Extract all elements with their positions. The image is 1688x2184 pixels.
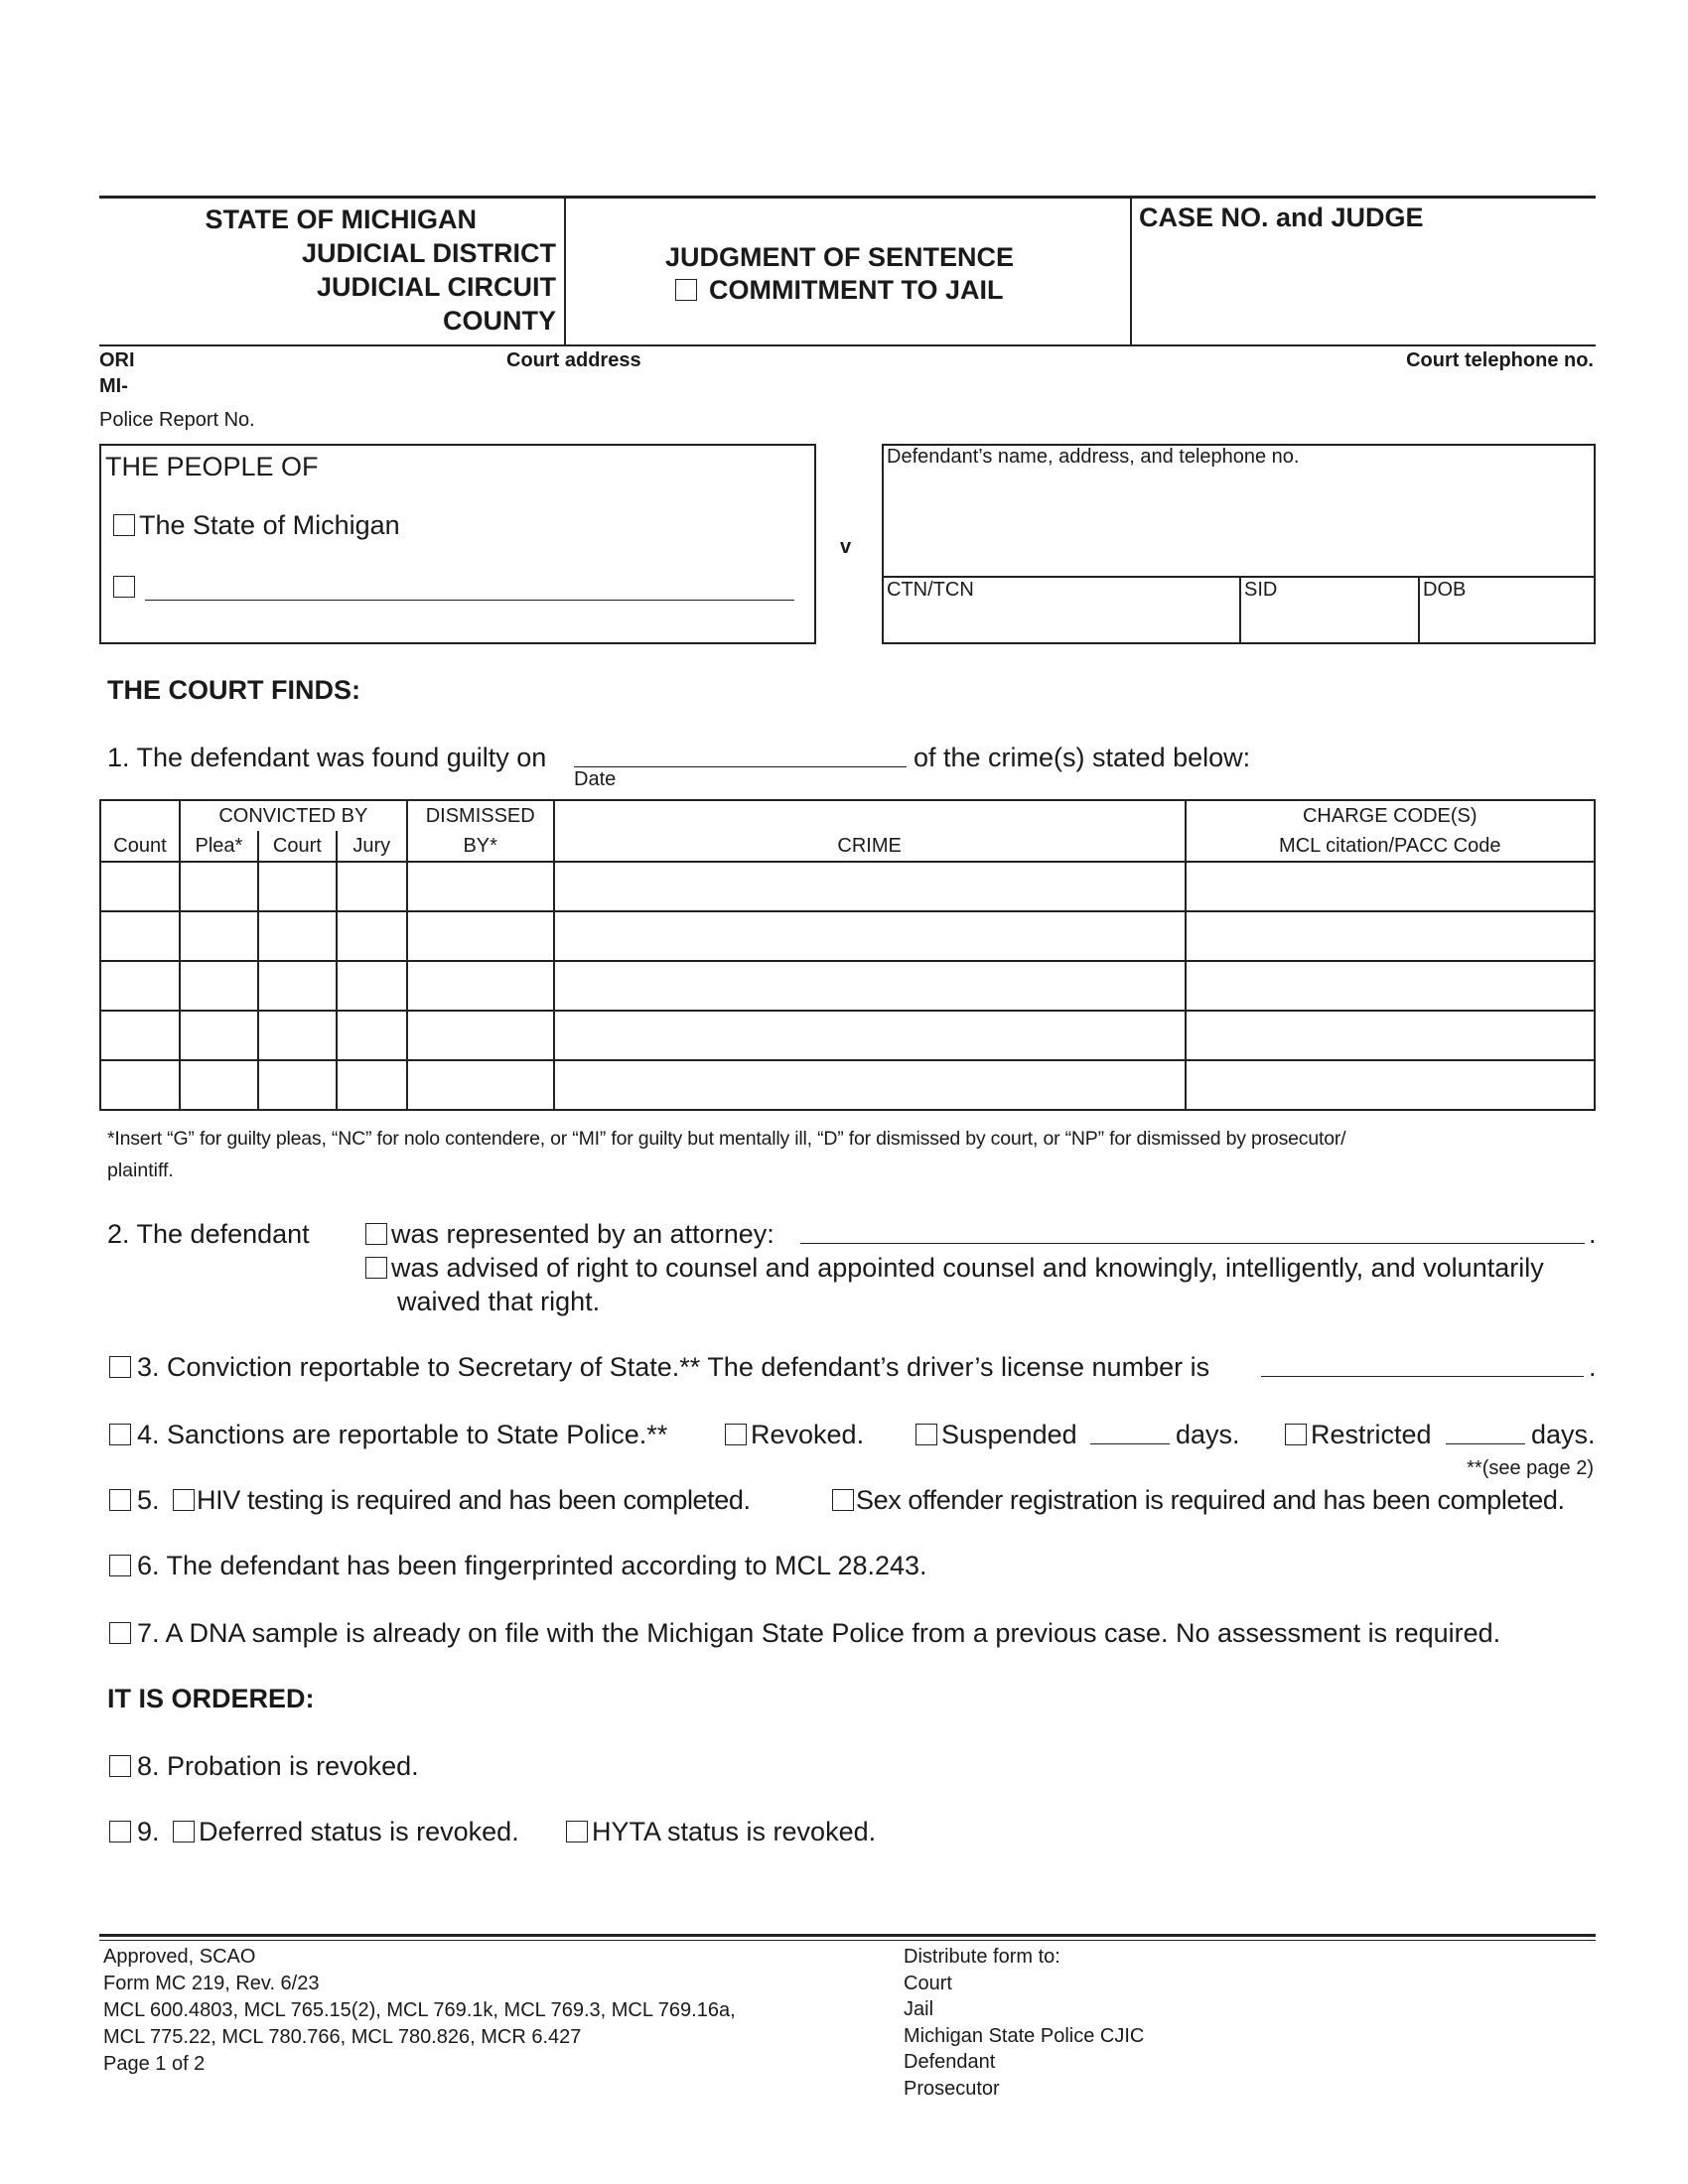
plea-cell[interactable]	[180, 1060, 258, 1110]
dist-item: Jail	[904, 1998, 934, 2020]
item6	[109, 1551, 927, 1581]
state-of-michigan-checkbox[interactable]	[113, 514, 135, 536]
item2-option-1	[365, 1219, 774, 1250]
mi-label: MI-	[99, 375, 128, 397]
hyta-label: HYTA status is revoked.	[592, 1817, 877, 1846]
approved-line: Approved, SCAO	[103, 1946, 256, 1968]
item5-number: 5.	[137, 1485, 160, 1515]
hiv-label: HIV testing is required and has been completed.	[197, 1485, 751, 1515]
dismissed-cell[interactable]	[407, 1011, 554, 1060]
hyta-checkbox[interactable]	[566, 1821, 588, 1843]
jury-cell[interactable]	[337, 1060, 407, 1110]
state-label: STATE OF MICHIGAN	[205, 205, 477, 234]
item5-checkbox[interactable]	[109, 1489, 131, 1511]
other-party-option	[113, 576, 135, 601]
item3	[109, 1352, 1209, 1383]
crime-header: CRIME	[554, 800, 1186, 862]
hyta-option	[566, 1817, 876, 1847]
dismissed-cell[interactable]	[407, 1060, 554, 1110]
ori-label: ORI	[99, 349, 135, 371]
dismissed-cell[interactable]	[407, 961, 554, 1011]
dist-item: Michigan State Police CJIC	[904, 2024, 1145, 2047]
page-number: Page 1 of 2	[103, 2053, 206, 2075]
probation-revoked-label: 8. Probation is revoked.	[137, 1751, 419, 1781]
dob-label: DOB	[1423, 579, 1467, 601]
count-cell[interactable]	[100, 862, 180, 911]
item9-number: 9.	[137, 1817, 160, 1846]
restricted-days-label: days.	[1531, 1420, 1596, 1449]
sos-reportable-checkbox[interactable]	[109, 1356, 131, 1378]
footer-left	[103, 1944, 736, 2078]
item2-label: 2. The defendant	[107, 1219, 310, 1249]
suspended-days-line[interactable]	[1090, 1443, 1170, 1444]
court-header: Court	[258, 831, 337, 862]
item4	[109, 1420, 667, 1450]
restricted-option	[1285, 1420, 1432, 1450]
police-report-label: Police Report No.	[99, 409, 255, 431]
people-of-label: THE PEOPLE OF	[105, 452, 319, 481]
plea-cell[interactable]	[180, 862, 258, 911]
item1-prefix: 1. The defendant was found guilty on	[107, 743, 547, 772]
waived-counsel-label: was advised of right to counsel and appointed counsel and knowingly, intelligently, and voluntarily	[391, 1253, 1544, 1283]
plea-cell[interactable]	[180, 911, 258, 961]
other-party-checkbox[interactable]	[113, 576, 135, 598]
court-address-label: Court address	[506, 349, 641, 371]
county-label: COUNTY	[443, 306, 556, 336]
charge-code-cell[interactable]	[1186, 1011, 1595, 1060]
license-line-period: .	[1589, 1352, 1597, 1382]
suspended-days-label: days.	[1176, 1420, 1240, 1449]
restricted-days-line[interactable]	[1446, 1443, 1525, 1444]
sex-offender-label: Sex offender registration is required and has been completed.	[856, 1485, 1565, 1515]
dob-divider	[1418, 576, 1420, 644]
jury-cell[interactable]	[337, 862, 407, 911]
form-title: JUDGMENT OF SENTENCE	[665, 242, 1015, 272]
sid-divider	[1239, 576, 1241, 644]
defendant-label: Defendant’s name, address, and telephone no.	[887, 446, 1300, 468]
court-finds-heading: THE COURT FINDS:	[107, 675, 360, 705]
item5	[109, 1485, 751, 1516]
dist-item: Court	[904, 1972, 952, 1994]
conviction-date-line[interactable]	[574, 766, 907, 767]
charge-code-cell[interactable]	[1186, 961, 1595, 1011]
table-row	[100, 1011, 1595, 1060]
crime-cell[interactable]	[554, 961, 1186, 1011]
count-cell[interactable]	[100, 1011, 180, 1060]
dist-item: Prosecutor	[904, 2077, 1000, 2100]
state-option	[113, 510, 400, 541]
waived-counsel-continued: waived that right.	[397, 1287, 601, 1316]
jury-cell[interactable]	[337, 961, 407, 1011]
hiv-checkbox[interactable]	[173, 1489, 195, 1511]
footnote-line-1: *Insert “G” for guilty pleas, “NC” for nolo contendere, or “MI” for guilty but mentally ill, “D” for dismissed by court, or “NP” for dismissed by prosecutor/	[107, 1128, 1346, 1150]
court-cell[interactable]	[258, 1060, 337, 1110]
court-cell[interactable]	[258, 911, 337, 961]
table-row	[100, 1060, 1595, 1110]
charge-code-cell[interactable]	[1186, 1060, 1595, 1110]
item7	[109, 1618, 1500, 1649]
waived-counsel-checkbox[interactable]	[365, 1257, 387, 1279]
jury-header: Jury	[337, 831, 407, 862]
header-divider-2	[1130, 196, 1132, 346]
restricted-checkbox[interactable]	[1285, 1424, 1307, 1445]
plea-cell[interactable]	[180, 1011, 258, 1060]
footer-rule-1	[99, 1934, 1596, 1937]
deferred-label: Deferred status is revoked.	[199, 1817, 519, 1846]
sid-label: SID	[1244, 579, 1278, 601]
sex-offender-option	[832, 1485, 1565, 1516]
dist-item: Defendant	[904, 2051, 996, 2073]
form-number: Form MC 219, Rev. 6/23	[103, 1973, 320, 1994]
restricted-label: Restricted	[1311, 1420, 1432, 1449]
dismissed-cell[interactable]	[407, 862, 554, 911]
sex-offender-checkbox[interactable]	[832, 1489, 854, 1511]
court-name-block	[99, 203, 556, 338]
table-footnote	[107, 1123, 1597, 1186]
suspended-label: Suspended	[941, 1420, 1077, 1449]
item2-option-2	[365, 1253, 1544, 1284]
item8	[109, 1751, 419, 1782]
commitment-option	[675, 275, 1004, 306]
dna-label: 7. A DNA sample is already on file with the Michigan State Police from a previous case. No assessment is required.	[137, 1618, 1501, 1648]
header-divider-1	[564, 196, 566, 346]
plea-header: Plea*	[180, 831, 258, 862]
item1-suffix: of the crime(s) stated below:	[914, 743, 1251, 772]
count-cell[interactable]	[100, 1060, 180, 1110]
footnote-line-2: plaintiff.	[107, 1160, 174, 1181]
count-cell[interactable]	[100, 911, 180, 961]
charge-code-cell[interactable]	[1186, 911, 1595, 961]
footer-rule-2	[99, 1940, 1596, 1941]
mcl-header: MCL citation/PACC Code	[1186, 831, 1595, 862]
mcl-line-1: MCL 600.4803, MCL 765.15(2), MCL 769.1k, MCL 769.3, MCL 769.16a,	[103, 1999, 736, 2021]
court-cell[interactable]	[258, 1011, 337, 1060]
see-page-2-note: **(see page 2)	[1467, 1457, 1594, 1479]
crimes-table	[99, 799, 1596, 1111]
convicted-by-header: CONVICTED BY	[180, 800, 407, 831]
fingerprinted-checkbox[interactable]	[109, 1555, 131, 1576]
count-header: Count	[100, 800, 180, 862]
versus-label: v	[840, 536, 852, 558]
court-cell[interactable]	[258, 862, 337, 911]
license-number-line[interactable]	[1261, 1376, 1584, 1377]
commitment-checkbox[interactable]	[675, 279, 697, 301]
attorney-label: was represented by an attorney:	[391, 1219, 774, 1249]
fingerprinted-label: 6. The defendant has been fingerprinted according to MCL 28.243.	[137, 1551, 927, 1580]
date-caption: Date	[574, 768, 617, 790]
plea-cell[interactable]	[180, 961, 258, 1011]
by-header: BY*	[407, 831, 554, 862]
mcl-line-2: MCL 775.22, MCL 780.766, MCL 780.826, MCR 6.427	[103, 2026, 582, 2048]
revoked-checkbox[interactable]	[725, 1424, 747, 1445]
commitment-label: COMMITMENT TO JAIL	[709, 275, 1004, 305]
crime-cell[interactable]	[554, 862, 1186, 911]
header-bottom-rule	[99, 344, 1596, 346]
ctn-label: CTN/TCN	[887, 579, 974, 601]
attorney-name-line[interactable]	[800, 1243, 1585, 1244]
suspended-checkbox[interactable]	[915, 1424, 937, 1445]
suspended-option	[915, 1420, 1077, 1450]
charge-code-cell[interactable]	[1186, 862, 1595, 911]
jury-cell[interactable]	[337, 911, 407, 961]
charge-codes-header: CHARGE CODE(S)	[1186, 800, 1595, 831]
item9-checkbox[interactable]	[109, 1821, 131, 1843]
table-row	[100, 961, 1595, 1011]
count-cell[interactable]	[100, 961, 180, 1011]
revoked-label: Revoked.	[751, 1420, 865, 1449]
distribute-heading: Distribute form to:	[904, 1946, 1060, 1968]
table-header-row-1	[100, 800, 1595, 831]
attorney-line-period: .	[1589, 1219, 1597, 1249]
revoked-option	[725, 1420, 864, 1450]
state-police-label: 4. Sanctions are reportable to State Police.**	[137, 1420, 668, 1449]
footer-right	[904, 1944, 1144, 2102]
deferred-checkbox[interactable]	[173, 1821, 195, 1843]
item9	[109, 1817, 519, 1847]
other-party-line[interactable]	[145, 600, 794, 601]
probation-revoked-checkbox[interactable]	[109, 1755, 131, 1777]
jury-cell[interactable]	[337, 1011, 407, 1060]
district-label: JUDICIAL DISTRICT	[301, 238, 556, 268]
sos-reportable-label: 3. Conviction reportable to Secretary of State.** The defendant’s driver’s license number is	[137, 1352, 1210, 1382]
case-label: CASE NO. and JUDGE	[1139, 203, 1424, 232]
state-police-checkbox[interactable]	[109, 1424, 131, 1445]
it-is-ordered-heading: IT IS ORDERED:	[107, 1684, 315, 1713]
state-of-michigan-label: The State of Michigan	[139, 510, 400, 540]
court-cell[interactable]	[258, 961, 337, 1011]
circuit-label: JUDICIAL CIRCUIT	[316, 272, 556, 302]
crime-cell[interactable]	[554, 1060, 1186, 1110]
dismissed-cell[interactable]	[407, 911, 554, 961]
court-phone-label: Court telephone no.	[1406, 349, 1594, 371]
crime-cell[interactable]	[554, 911, 1186, 961]
dna-checkbox[interactable]	[109, 1622, 131, 1644]
table-row	[100, 862, 1595, 911]
header-top-rule	[99, 196, 1596, 199]
table-row	[100, 911, 1595, 961]
dismissed-header: DISMISSED	[407, 800, 554, 831]
crime-cell[interactable]	[554, 1011, 1186, 1060]
attorney-checkbox[interactable]	[365, 1223, 387, 1245]
